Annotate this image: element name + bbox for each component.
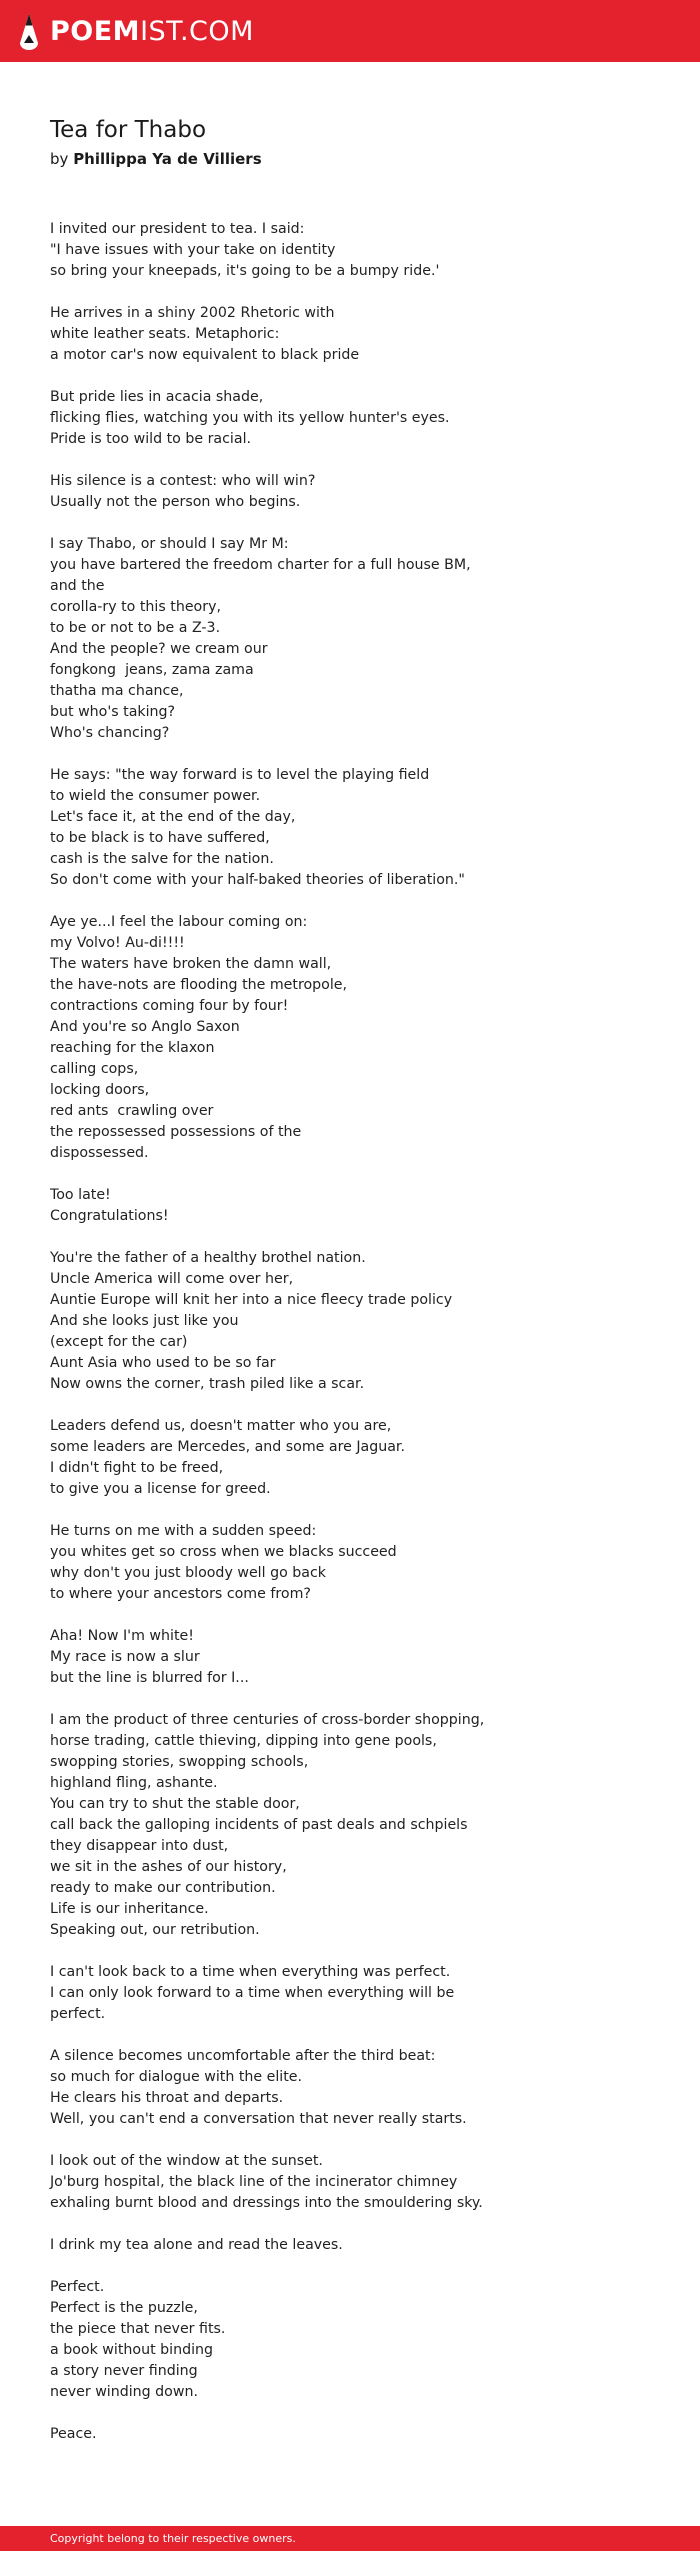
poem-stanza [50, 1521, 670, 1605]
copyright-notice: Copyright belong to their respective owners. [50, 2532, 296, 2545]
poem-stanza [50, 1416, 670, 1500]
poem-line: a story never finding [50, 2363, 198, 2379]
poem-line: I didn't fight to be freed, [50, 1460, 224, 1476]
poem-line: to where your ancestors come from? [50, 1586, 311, 1602]
poem-line: But pride lies in acacia shade, [50, 389, 264, 405]
poem-line: ready to make our contribution. [50, 1880, 276, 1896]
poem-line: I drink my tea alone and read the leaves. [50, 2237, 343, 2253]
poem-line: the have-nots are flooding the metropole, [50, 977, 348, 993]
pencil-tip-icon [18, 13, 40, 51]
poem-stanza [50, 1710, 670, 1941]
poem-line: my Volvo! Au-di!!!! [50, 935, 185, 951]
poem-line: Leaders defend us, doesn't matter who you are, [50, 1418, 392, 1434]
poem-stanza [50, 219, 670, 282]
poem-stanza [50, 2424, 670, 2445]
poem-line: to give you a license for greed. [50, 1481, 271, 1497]
poem-line: Usually not the person who begins. [50, 494, 301, 510]
poem-line: I am the product of three centuries of cross-border shopping, [50, 1712, 485, 1728]
brand-name-strong: POEM [50, 16, 141, 47]
poem-line: reaching for the klaxon [50, 1040, 215, 1056]
poem-line: exhaling burnt blood and dressings into the smouldering sky. [50, 2195, 483, 2211]
poem-line: Life is our inheritance. [50, 1901, 209, 1917]
poem-byline [50, 149, 262, 169]
poem-line: A silence becomes uncomfortable after the third beat: [50, 2048, 436, 2064]
poem-stanza [50, 471, 670, 513]
site-footer [0, 2526, 700, 2551]
poem-line: thatha ma chance, [50, 683, 184, 699]
poem-line: perfect. [50, 2006, 106, 2022]
poem-line: white leather seats. Metaphoric: [50, 326, 280, 342]
poem-stanza [50, 387, 670, 450]
poem-stanza [50, 303, 670, 366]
poem-line: Pride is too wild to be racial. [50, 431, 252, 447]
poem-body [50, 219, 670, 2466]
poem-line: swopping stories, swopping schools, [50, 1754, 309, 1770]
brand-name [50, 13, 254, 51]
poem-line: He says: "the way forward is to level the playing field [50, 767, 430, 783]
poem-line: we sit in the ashes of our history, [50, 1859, 287, 1875]
byline-prefix: by [50, 150, 69, 168]
poem-line: Aye ye...I feel the labour coming on: [50, 914, 308, 930]
poem-line: highland fling, ashante. [50, 1775, 218, 1791]
poem-line: but the line is blurred for I... [50, 1670, 249, 1686]
poem-line: so much for dialogue with the elite. [50, 2069, 303, 2085]
poem-stanza [50, 1185, 670, 1227]
poem-line: to wield the consumer power. [50, 788, 261, 804]
poem-line: The waters have broken the damn wall, [50, 956, 332, 972]
poem-line: Jo'burg hospital, the black line of the incinerator chimney [50, 2174, 458, 2190]
poem-stanza [50, 2235, 670, 2256]
poem-line: never winding down. [50, 2384, 198, 2400]
poem-line: horse trading, cattle thieving, dipping into gene pools, [50, 1733, 437, 1749]
brand-name-light: IST.COM [140, 16, 254, 47]
poem-line: Perfect is the puzzle, [50, 2300, 198, 2316]
poem-stanza [50, 1248, 670, 1395]
poem-line: Perfect. [50, 2279, 105, 2295]
poem-line: Peace. [50, 2426, 97, 2442]
poem-line: a motor car's now equivalent to black pride [50, 347, 360, 363]
poem-line: "I have issues with your take on identity [50, 242, 336, 258]
poem-stanza [50, 2046, 670, 2130]
poem-line: cash is the salve for the nation. [50, 851, 274, 867]
poem-line: Speaking out, our retribution. [50, 1922, 260, 1938]
poem-line: And she looks just like you [50, 1313, 239, 1329]
poem-line: My race is now a slur [50, 1649, 200, 1665]
poem-line: Aha! Now I'm white! [50, 1628, 194, 1644]
poem-line: dispossessed. [50, 1145, 149, 1161]
poem-line: some leaders are Mercedes, and some are Jaguar. [50, 1439, 405, 1455]
poem-line: Congratulations! [50, 1208, 169, 1224]
poem-line: I can only look forward to a time when everything will be [50, 1985, 455, 2001]
poem-stanza [50, 1962, 670, 2025]
poem-line: contractions coming four by four! [50, 998, 289, 1014]
poem-line: I say Thabo, or should I say Mr M: [50, 536, 289, 552]
site-header [0, 0, 700, 62]
poem-stanza [50, 534, 670, 744]
poem-line: I invited our president to tea. I said: [50, 221, 305, 237]
poem-line: He turns on me with a sudden speed: [50, 1523, 317, 1539]
poem-line: why don't you just bloody well go back [50, 1565, 326, 1581]
poem-line: And you're so Anglo Saxon [50, 1019, 240, 1035]
poem-line: He arrives in a shiny 2002 Rhetoric with [50, 305, 335, 321]
poem-line: flicking flies, watching you with its yellow hunter's eyes. [50, 410, 450, 426]
poem-stanza [50, 2277, 670, 2403]
poem-line: call back the galloping incidents of past deals and schpiels [50, 1817, 468, 1833]
poem-line: And the people? we cream our [50, 641, 268, 657]
poem-line: Let's face it, at the end of the day, [50, 809, 296, 825]
poem-line: locking doors, [50, 1082, 150, 1098]
poem-line: they disappear into dust, [50, 1838, 229, 1854]
poem-line: His silence is a contest: who will win? [50, 473, 316, 489]
site-logo[interactable] [18, 13, 254, 51]
poem-line: the repossessed possessions of the [50, 1124, 302, 1140]
poem-stanza [50, 912, 670, 1164]
poem-line: you whites get so cross when we blacks succeed [50, 1544, 397, 1560]
poem-stanza [50, 2151, 670, 2214]
poem-line: You're the father of a healthy brothel nation. [50, 1250, 366, 1266]
poem-line: I can't look back to a time when everything was perfect. [50, 1964, 451, 1980]
poem-line: the piece that never fits. [50, 2321, 226, 2337]
poem-stanza [50, 1626, 670, 1689]
poem-line: corolla-ry to this theory, [50, 599, 221, 615]
author-link[interactable]: Phillippa Ya de Villiers [73, 150, 262, 168]
poem-line: He clears his throat and departs. [50, 2090, 284, 2106]
poem-line: a book without binding [50, 2342, 214, 2358]
poem-line: Aunt Asia who used to be so far [50, 1355, 276, 1371]
poem-line: You can try to shut the stable door, [50, 1796, 300, 1812]
poem-line: I look out of the window at the sunset. [50, 2153, 323, 2169]
poem-line: Auntie Europe will knit her into a nice fleecy trade policy [50, 1292, 453, 1308]
poem-stanza [50, 765, 670, 891]
poem-line: so bring your kneepads, it's going to be a bumpy ride.' [50, 263, 440, 279]
poem-line: (except for the car) [50, 1334, 188, 1350]
poem-line: you have bartered the freedom charter for a full house BM, [50, 557, 471, 573]
poem-line: Who's chancing? [50, 725, 170, 741]
poem-line: calling cops, [50, 1061, 139, 1077]
poem-line: and the [50, 578, 105, 594]
poem-line: So don't come with your half-baked theories of liberation." [50, 872, 465, 888]
poem-line: Too late! [50, 1187, 111, 1203]
poem-line: fongkong jeans, zama zama [50, 662, 254, 678]
poem-line: to be black is to have suffered, [50, 830, 270, 846]
poem-title: Tea for Thabo [50, 117, 207, 143]
poem-line: to be or not to be a Z-3. [50, 620, 221, 636]
poem-line: Now owns the corner, trash piled like a scar. [50, 1376, 365, 1392]
poem-line: but who's taking? [50, 704, 176, 720]
poem-line: red ants crawling over [50, 1103, 214, 1119]
poem-line: Well, you can't end a conversation that never really starts. [50, 2111, 467, 2127]
poem-line: Uncle America will come over her, [50, 1271, 294, 1287]
